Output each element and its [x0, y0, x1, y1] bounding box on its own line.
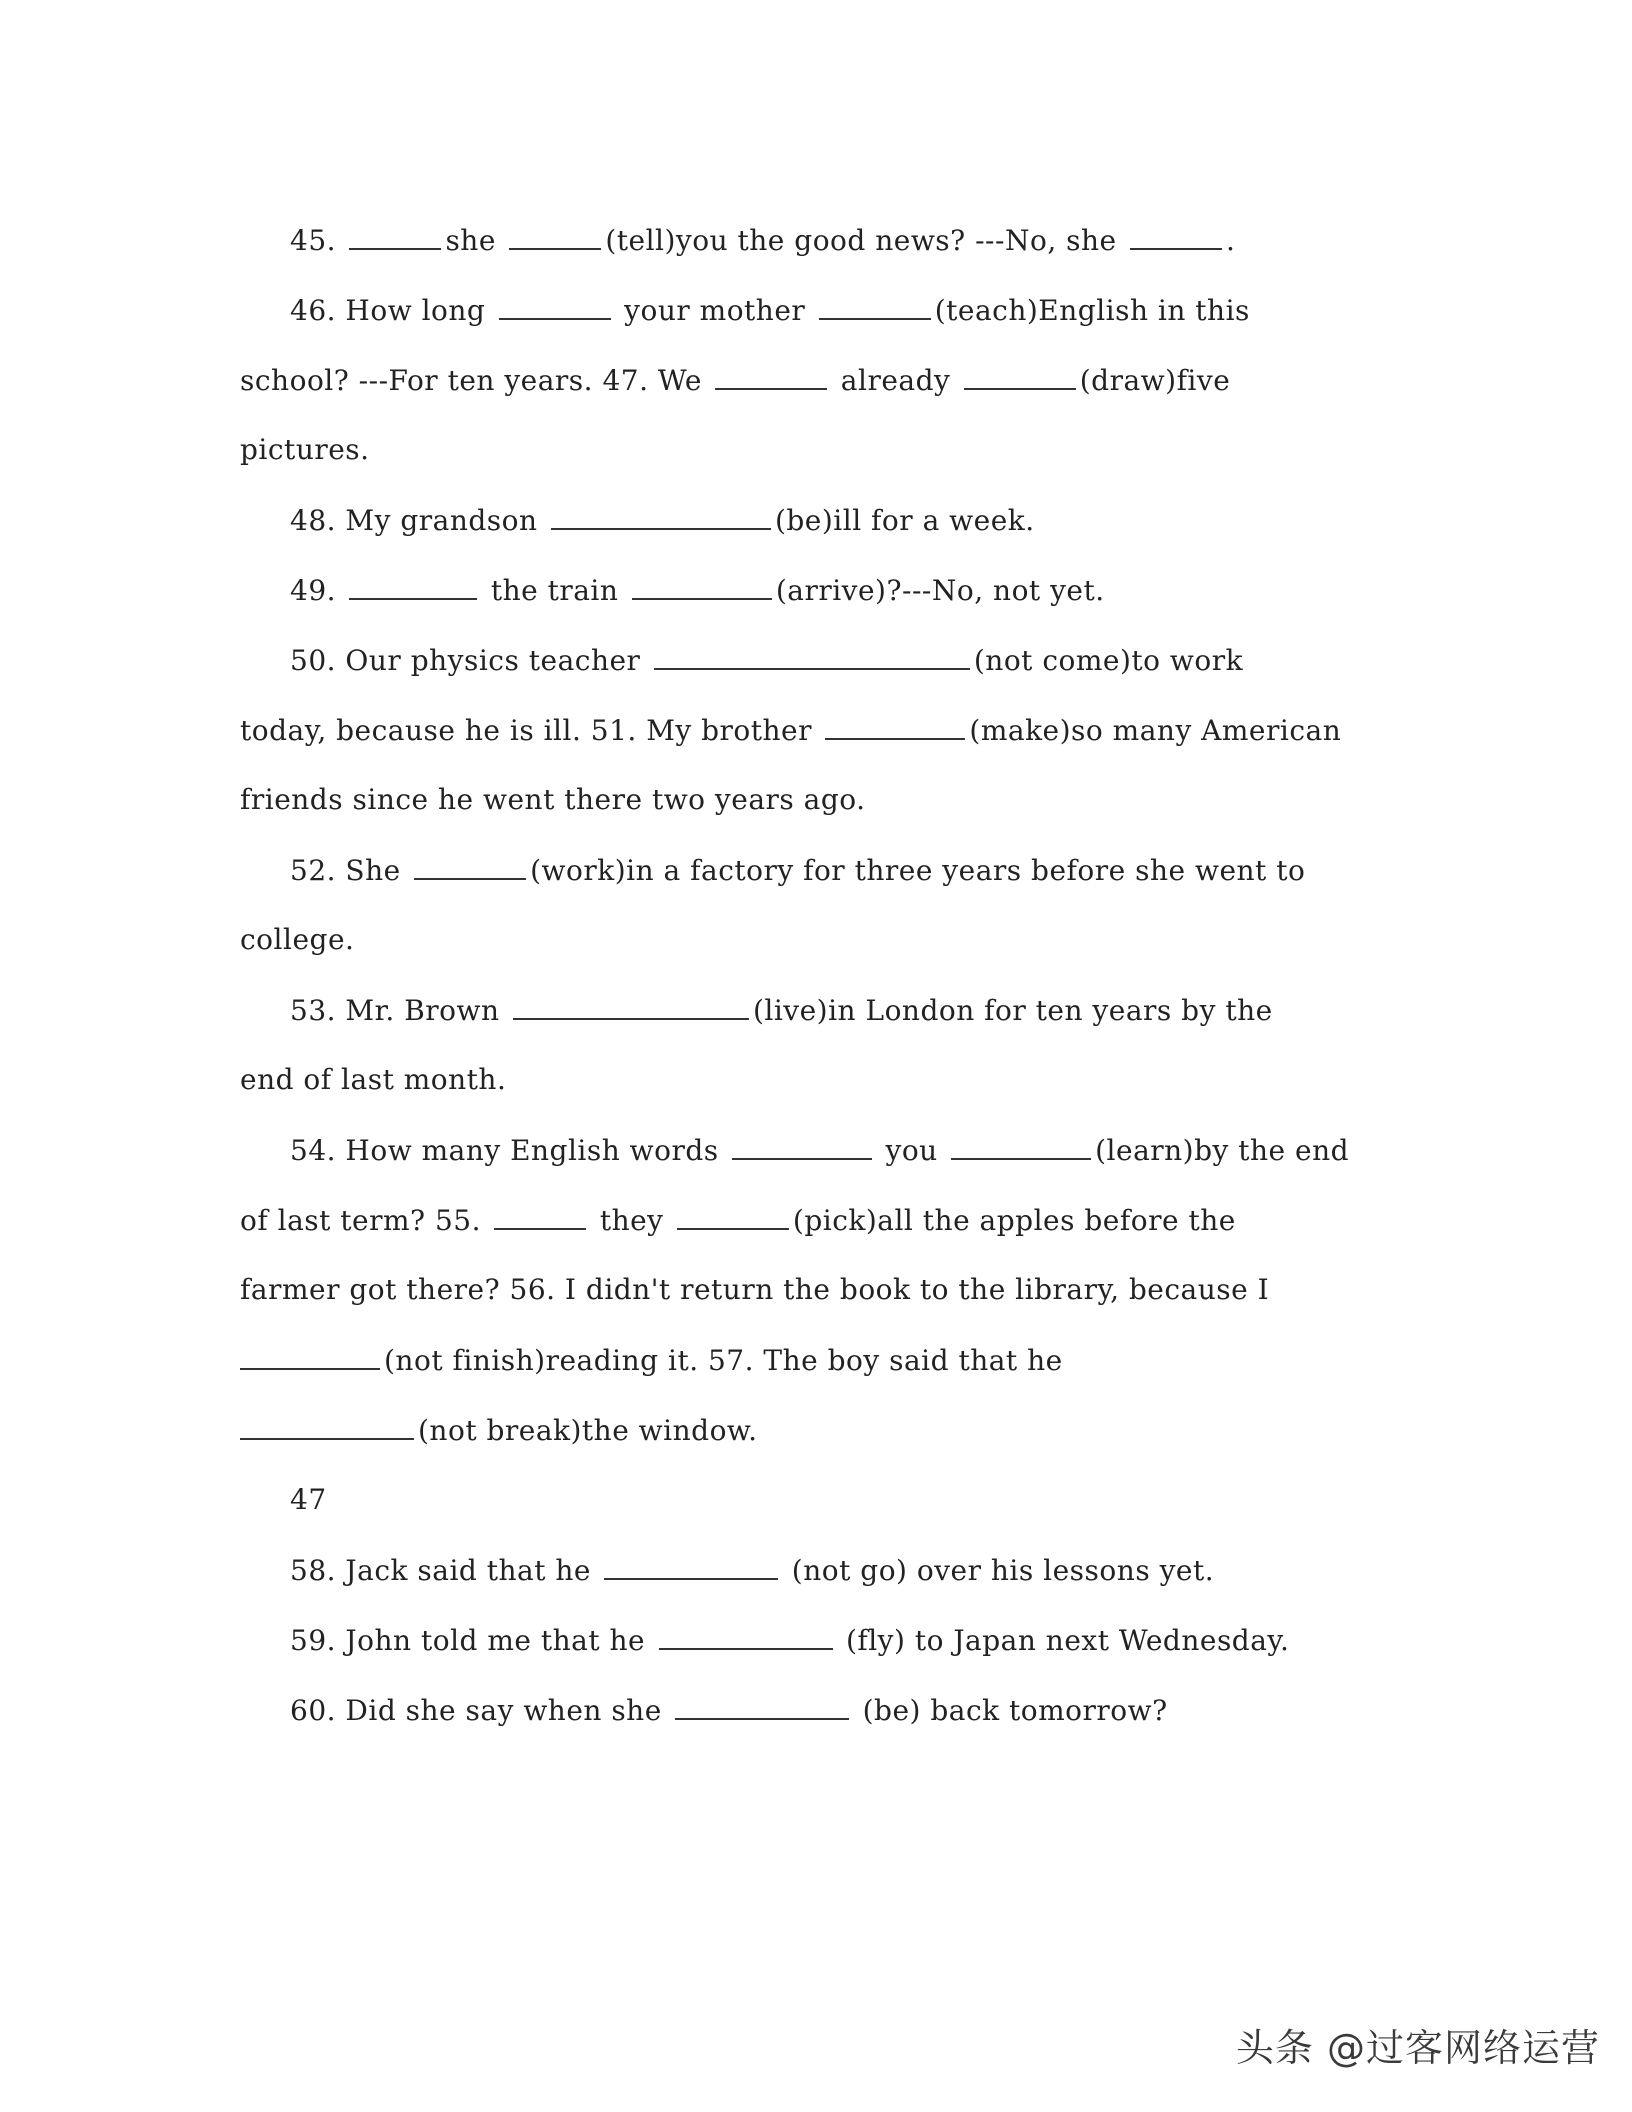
answer-blank[interactable]	[675, 1690, 849, 1720]
question-text: (not come)to work	[973, 644, 1244, 677]
answer-blank[interactable]	[494, 1200, 586, 1230]
answer-blank[interactable]	[509, 220, 601, 250]
answer-blank[interactable]	[732, 1130, 872, 1160]
question-56	[240, 1270, 1269, 1310]
answer-blank[interactable]	[659, 1620, 833, 1650]
question-text: 50. Our physics teacher	[290, 644, 641, 677]
question-number: 45.	[290, 224, 337, 257]
answer-blank[interactable]	[964, 360, 1076, 390]
question-52-cont	[240, 920, 354, 960]
answer-blank[interactable]	[240, 1340, 380, 1370]
question-text: 48. My grandson	[290, 504, 538, 537]
question-text: 60. Did she say when she	[290, 1694, 662, 1727]
question-text: your mother	[624, 294, 806, 327]
question-text: (fly) to Japan next Wednesday.	[845, 1624, 1290, 1657]
question-53	[290, 990, 1273, 1031]
question-text: .	[1226, 224, 1236, 257]
question-text: already	[840, 364, 951, 397]
question-50-cont	[240, 710, 1341, 751]
question-text: friends since he went there two years ago.	[240, 783, 866, 816]
question-text: today, because he is ill. 51. My brother	[240, 714, 812, 747]
question-46-cont	[240, 360, 1230, 401]
question-50	[290, 640, 1243, 681]
question-text: (draw)five	[1079, 364, 1231, 397]
answer-blank[interactable]	[604, 1550, 778, 1580]
answer-blank[interactable]	[951, 1130, 1091, 1160]
answer-blank[interactable]	[349, 570, 477, 600]
question-56-cont	[240, 1340, 1063, 1381]
answer-blank[interactable]	[819, 290, 931, 320]
answer-blank[interactable]	[825, 710, 965, 740]
question-text: (tell)you the good news? ---No, she	[605, 224, 1117, 257]
question-text: (make)so many American	[969, 714, 1342, 747]
question-text: school? ---For ten years. 47. We	[240, 364, 702, 397]
question-text: she	[445, 224, 496, 257]
question-text: (be) back tomorrow?	[862, 1694, 1168, 1727]
question-49	[290, 570, 1105, 611]
answer-blank[interactable]	[499, 290, 611, 320]
answer-blank[interactable]	[1130, 220, 1222, 250]
question-text: (not break)the window.	[418, 1414, 758, 1447]
answer-blank[interactable]	[551, 500, 771, 530]
question-text: 58. Jack said that he	[290, 1554, 591, 1587]
question-text: (arrive)?---No, not yet.	[775, 574, 1105, 607]
question-text: 59. John told me that he	[290, 1624, 646, 1657]
question-57-cont	[240, 1410, 757, 1451]
answer-blank[interactable]	[349, 220, 441, 250]
question-text: (not go) over his lessons yet.	[791, 1554, 1215, 1587]
question-text: 49.	[290, 574, 337, 607]
question-text: pictures.	[240, 433, 370, 466]
answer-blank[interactable]	[414, 850, 526, 880]
question-54-cont	[240, 1200, 1236, 1241]
page-number	[290, 1480, 327, 1520]
question-text: (work)in a factory for three years before she went to	[530, 854, 1306, 887]
question-51-cont	[240, 780, 866, 820]
question-text: farmer got there? 56. I didn't return the book to the library, because I	[240, 1273, 1270, 1306]
question-52	[290, 850, 1305, 891]
question-47-cont	[240, 430, 370, 470]
question-text: 53. Mr. Brown	[290, 994, 500, 1027]
answer-blank[interactable]	[715, 360, 827, 390]
question-46	[290, 290, 1250, 331]
question-text: (live)in London for ten years by the	[752, 994, 1273, 1027]
answer-blank[interactable]	[240, 1410, 414, 1440]
question-53-cont	[240, 1060, 506, 1100]
question-text: 54. How many English words	[290, 1134, 719, 1167]
question-text: college.	[240, 923, 355, 956]
question-45	[290, 220, 1235, 261]
question-48	[290, 500, 1035, 541]
question-text: (be)ill for a week.	[774, 504, 1035, 537]
answer-blank[interactable]	[632, 570, 772, 600]
question-text: (learn)by the end	[1095, 1134, 1350, 1167]
question-text: 46. How long	[290, 294, 486, 327]
question-text: (not finish)reading it. 57. The boy said that he	[384, 1344, 1063, 1377]
question-59	[290, 1620, 1289, 1661]
question-text: they	[599, 1204, 664, 1237]
question-text: you	[885, 1134, 938, 1167]
question-60	[290, 1690, 1168, 1731]
page-number-text: 47	[290, 1483, 327, 1516]
question-text: the train	[490, 574, 619, 607]
question-text: (teach)English in this	[934, 294, 1250, 327]
question-text: (pick)all the apples before the	[792, 1204, 1236, 1237]
question-text: of last term? 55.	[240, 1204, 481, 1237]
question-text: 52. She	[290, 854, 401, 887]
answer-blank[interactable]	[677, 1200, 789, 1230]
question-54	[290, 1130, 1349, 1171]
question-58	[290, 1550, 1214, 1591]
answer-blank[interactable]	[654, 640, 970, 670]
question-text: end of last month.	[240, 1063, 507, 1096]
watermark: 头条 @过客网络运营	[1235, 2026, 1600, 2070]
answer-blank[interactable]	[513, 990, 749, 1020]
